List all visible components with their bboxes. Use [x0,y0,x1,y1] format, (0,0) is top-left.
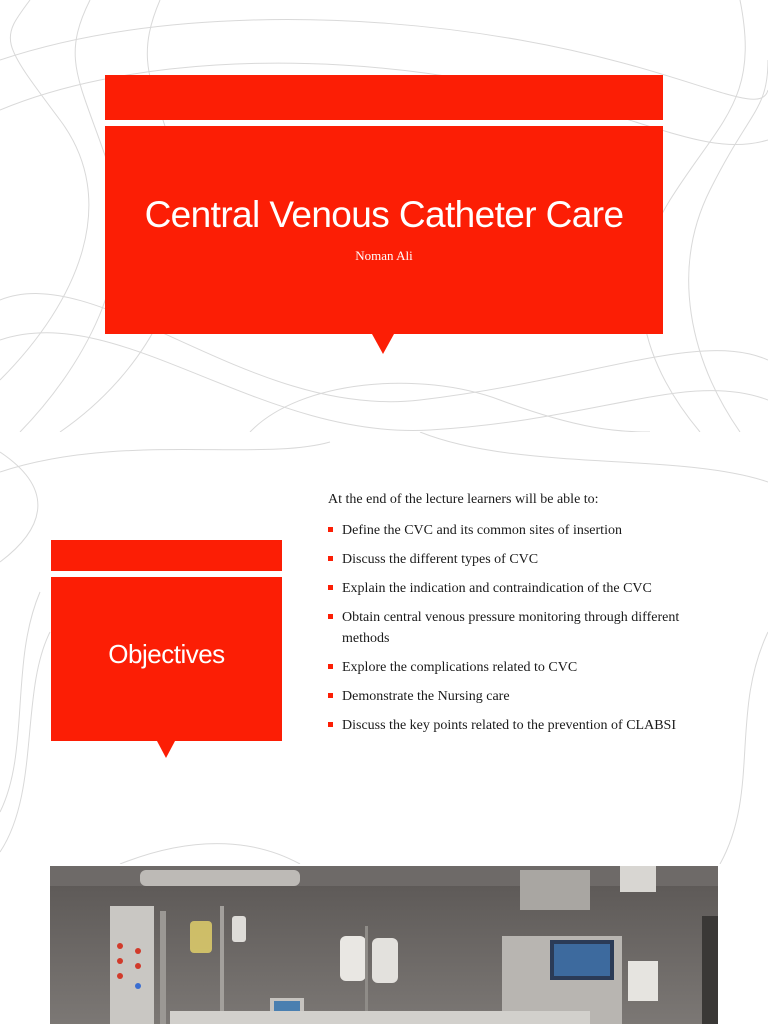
objectives-content [328,490,728,744]
bullet-square-icon [328,722,333,727]
icu-room-photo [50,866,718,1024]
list-item-text: Discuss the key points related to the prevention of CLABSI [342,718,676,733]
list-item-text: Demonstrate the Nursing care [342,689,510,704]
list-item [328,715,728,736]
objectives-intro: At the end of the lecture learners will be able to: [328,492,599,507]
presentation-title: Central Venous Catheter Care [144,194,624,235]
bullet-square-icon [328,585,333,590]
list-item [328,549,728,570]
list-item [328,657,728,678]
title-box-pointer [372,334,394,354]
bullet-square-icon [328,693,333,698]
bullet-square-icon [328,556,333,561]
objectives-title-box [51,577,282,741]
list-item [328,686,728,707]
list-item [328,607,728,649]
objectives-list [328,520,728,736]
title-box [105,126,663,334]
list-item-text: Explain the indication and contraindication of the CVC [342,581,652,596]
photo-slide [0,864,768,1024]
objectives-box-pointer [157,741,175,758]
objectives-slide [0,432,768,864]
list-item-text: Define the CVC and its common sites of insertion [342,523,622,538]
bullet-square-icon [328,664,333,669]
bullet-square-icon [328,527,333,532]
list-item [328,520,728,541]
objectives-accent-bar [51,540,282,571]
list-item-text: Obtain central venous pressure monitoring through different methods [342,610,680,646]
list-item [328,578,728,599]
title-slide [0,0,768,432]
bullet-square-icon [328,614,333,619]
list-item-text: Explore the complications related to CVC [342,660,578,675]
list-item-text: Discuss the different types of CVC [342,552,539,567]
presenter-name: Noman Ali [355,248,413,263]
title-accent-bar [105,75,663,120]
objectives-heading: Objectives [108,639,225,669]
